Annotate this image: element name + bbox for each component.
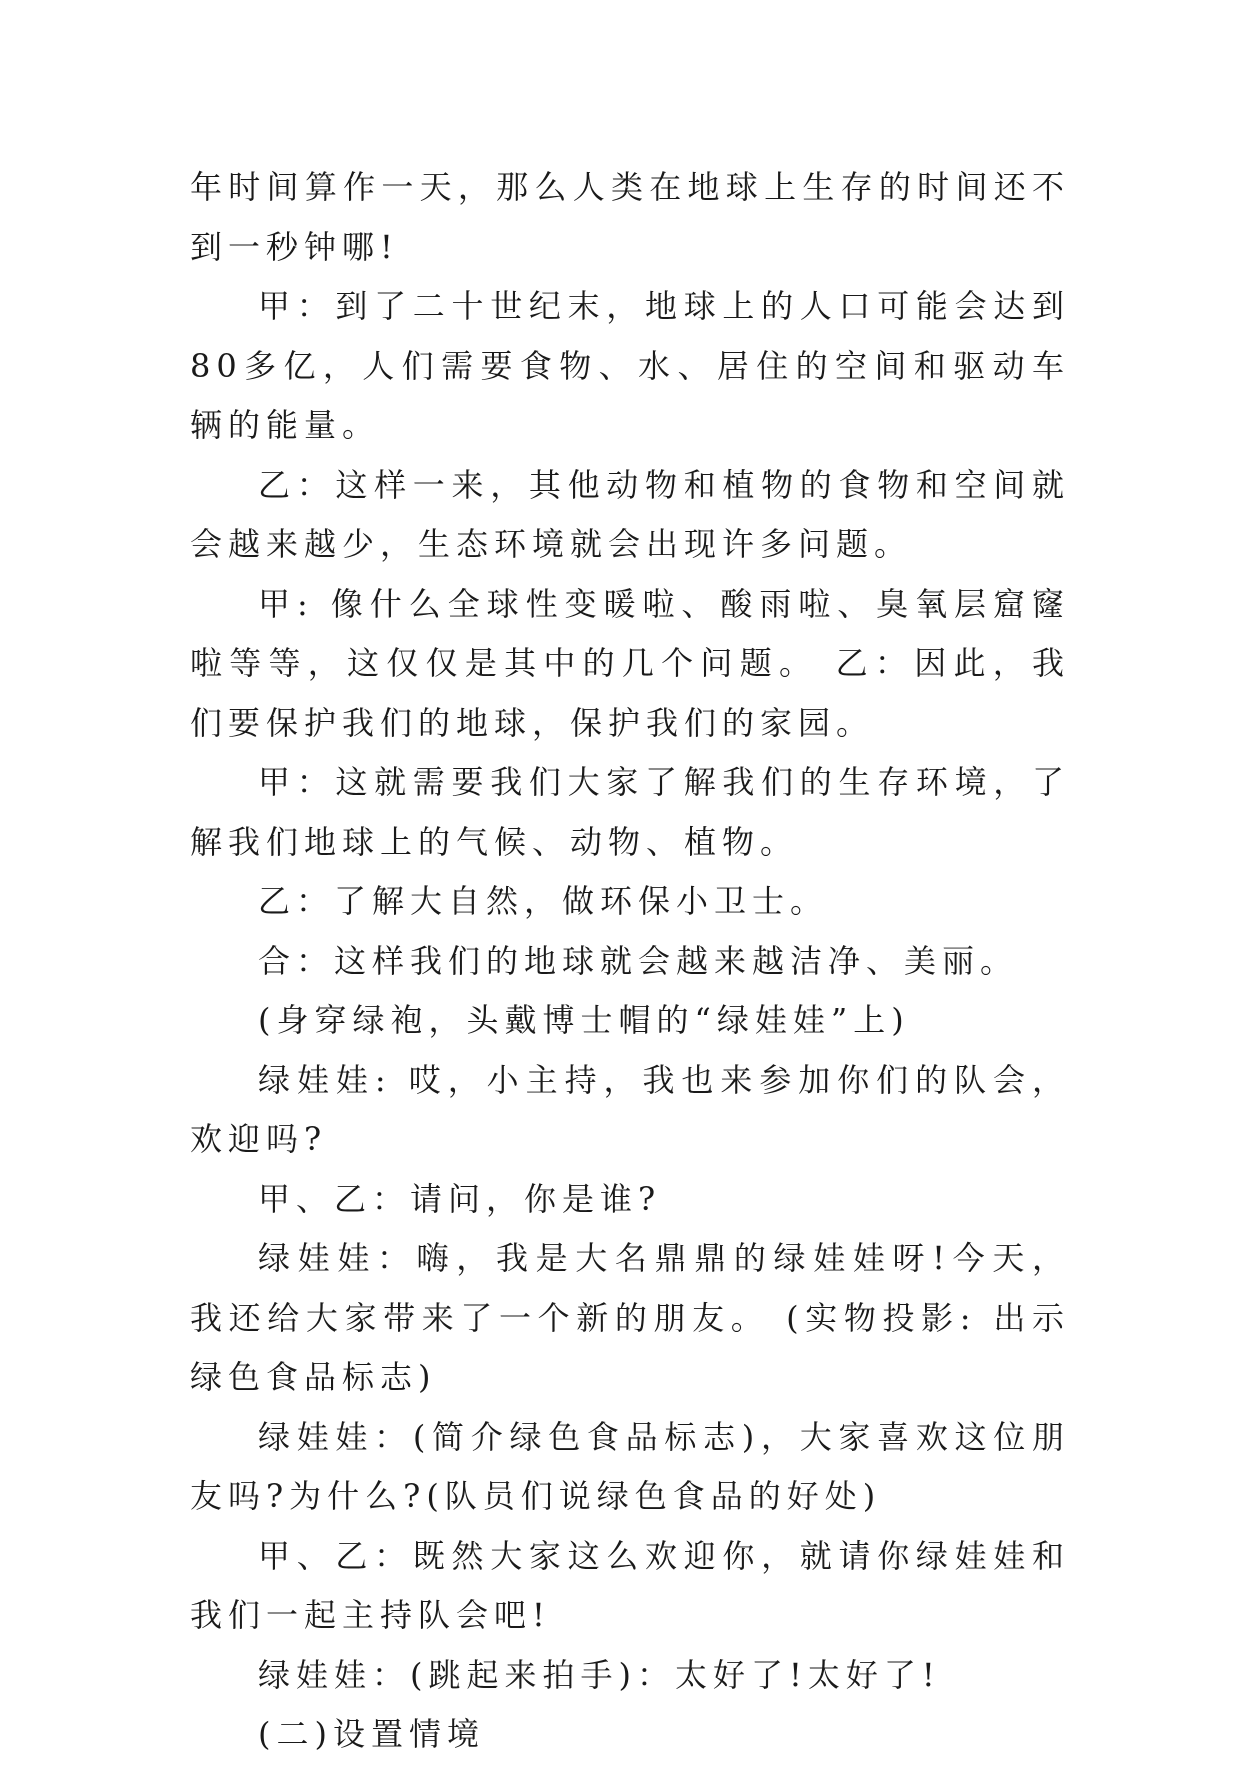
paragraph: 甲：这就需要我们大家了解我们的生存环境，了解我们地球上的气候、动物、植物。 bbox=[190, 763, 1070, 861]
paragraph: 乙：这样一来，其他动物和植物的食物和空间就会越来越少，生态环境就会出现许多问题。 bbox=[190, 465, 1070, 563]
section-heading: (二)设置情境 bbox=[258, 1715, 485, 1753]
paragraph: 甲: 像什么全球性变暖啦、酸雨啦、臭氧层窟窿啦等等，这仅仅是其中的几个问题。 乙：因此，我们要保护我们的地球，保护我们的家园。 bbox=[190, 584, 1070, 742]
paragraph: 甲：到了二十世纪末，地球上的人口可能会达到80多亿，人们需要食物、水、居住的空间和驱动车辆的能量。 bbox=[190, 287, 1070, 444]
paragraph: 年时间算作一天，那么人类在地球上生存的时间还不到一秒钟哪! bbox=[190, 168, 1070, 266]
paragraph: 合：这样我们的地球就会越来越洁净、美丽。 bbox=[258, 941, 1019, 980]
document-body bbox=[190, 158, 1070, 1765]
paragraph: 绿娃娃: 哎，小主持，我也来参加你们的队会，欢迎吗? bbox=[190, 1060, 1070, 1158]
paragraph: 绿娃娃：嗨，我是大名鼎鼎的绿娃娃呀!今天，我还给大家带来了一个新的朋友。 (实物投影: 出示绿色食品标志) bbox=[190, 1239, 1070, 1396]
paragraph: 甲、乙：既然大家这么欢迎你，就请你绿娃娃和我们一起主持队会吧! bbox=[190, 1536, 1070, 1634]
paragraph: 绿娃娃：(简介绿色食品标志)，大家喜欢这位朋友吗?为什么?(队员们说绿色食品的好处) bbox=[190, 1417, 1070, 1515]
paragraph: (身穿绿袍，头戴博士帽的“绿娃娃”上) bbox=[258, 1001, 910, 1039]
paragraph: 乙：了解大自然，做环保小卫士。 bbox=[258, 882, 829, 920]
paragraph: 绿娃娃：(跳起来拍手)：太好了!太好了! bbox=[258, 1655, 941, 1694]
paragraph: 甲、乙：请问，你是谁? bbox=[258, 1179, 662, 1218]
